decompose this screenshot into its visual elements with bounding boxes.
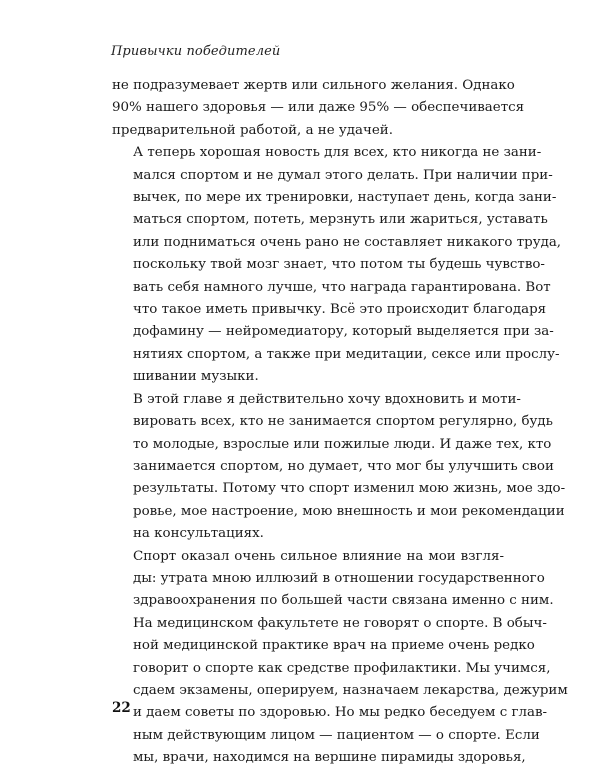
text-line: маться спортом, потеть, мерзнуть или жариться, уставать <box>133 212 548 228</box>
paragraph <box>112 546 568 770</box>
text-line: предварительной работой, а не удачей. <box>112 122 393 138</box>
text-line: поскольку твой мозг знает, что потом ты будешь чувство- <box>133 257 545 273</box>
text-line: нятиях спортом, а также при медитации, сексе или прослу- <box>133 346 560 362</box>
paragraph <box>112 389 566 546</box>
text-line: не подразумевает жертв или сильного желания. Однако <box>112 78 515 93</box>
text-line: ровье, мое настроение, мою внешность и мои рекомендации <box>133 503 565 519</box>
text-line: говорит о спорте как средстве профилактики. Мы учимся, <box>133 660 551 676</box>
text-line: занимается спортом, но думает, что мог бы улучшить свои <box>133 458 554 474</box>
text-line: здравоохранения по большей части связана именно с ним. <box>133 593 554 609</box>
text-line: ным действующим лицом — пациентом — о спорте. Если <box>133 727 540 743</box>
text-line: вать себя намного лучше, что награда гарантирована. Вот <box>133 279 551 295</box>
text-line: вычек, по мере их тренировки, наступает день, когда зани- <box>133 190 557 206</box>
text-line: что такое иметь привычку. Всё это происходит благодаря <box>133 302 547 318</box>
paragraph <box>112 142 562 388</box>
text-line: Спорт оказал очень сильное влияние на мои взгля- <box>133 548 504 564</box>
body-text <box>112 75 568 770</box>
text-line: сдаем экзамены, оперируем, назначаем лекарства, дежурим <box>133 682 568 698</box>
text-line: А теперь хорошая новость для всех, кто никогда не зани- <box>133 145 542 161</box>
text-line: мы, врачи, находимся на вершине пирамиды здоровья, <box>133 750 526 766</box>
text-line: ды: утрата мною иллюзий в отношении государственного <box>133 570 545 586</box>
running-head: Привычки победителей <box>111 44 281 59</box>
text-line: мался спортом и не думал этого делать. При наличии при- <box>133 167 553 183</box>
text-line: то молодые, взрослые или пожилые люди. И даже тех, кто <box>133 436 552 452</box>
text-line: или подниматься очень рано не составляет никакого труда, <box>133 234 562 250</box>
text-line: В этой главе я действительно хочу вдохновить и моти- <box>133 391 521 407</box>
text-line: вировать всех, кто не занимается спортом регулярно, будь <box>133 414 553 430</box>
text-line: на консультациях. <box>133 526 264 542</box>
text-line: На медицинском факультете не говорят о спорте. В обыч- <box>133 615 547 631</box>
paragraph <box>112 75 525 142</box>
text-line: результаты. Потому что спорт изменил мою жизнь, мое здо- <box>133 481 566 497</box>
text-line: ной медицинской практике врач на приеме очень редко <box>133 638 535 654</box>
text-line: шивании музыки. <box>133 369 259 385</box>
text-line: 90% нашего здоровья — или даже 95% — обеспечивается <box>112 100 525 116</box>
page-number: 22 <box>112 700 131 716</box>
text-line: дофамину — нейромедиатору, который выделяется при за- <box>133 324 554 340</box>
text-line: и даем советы по здоровью. Но мы редко беседуем с глав- <box>133 705 548 721</box>
